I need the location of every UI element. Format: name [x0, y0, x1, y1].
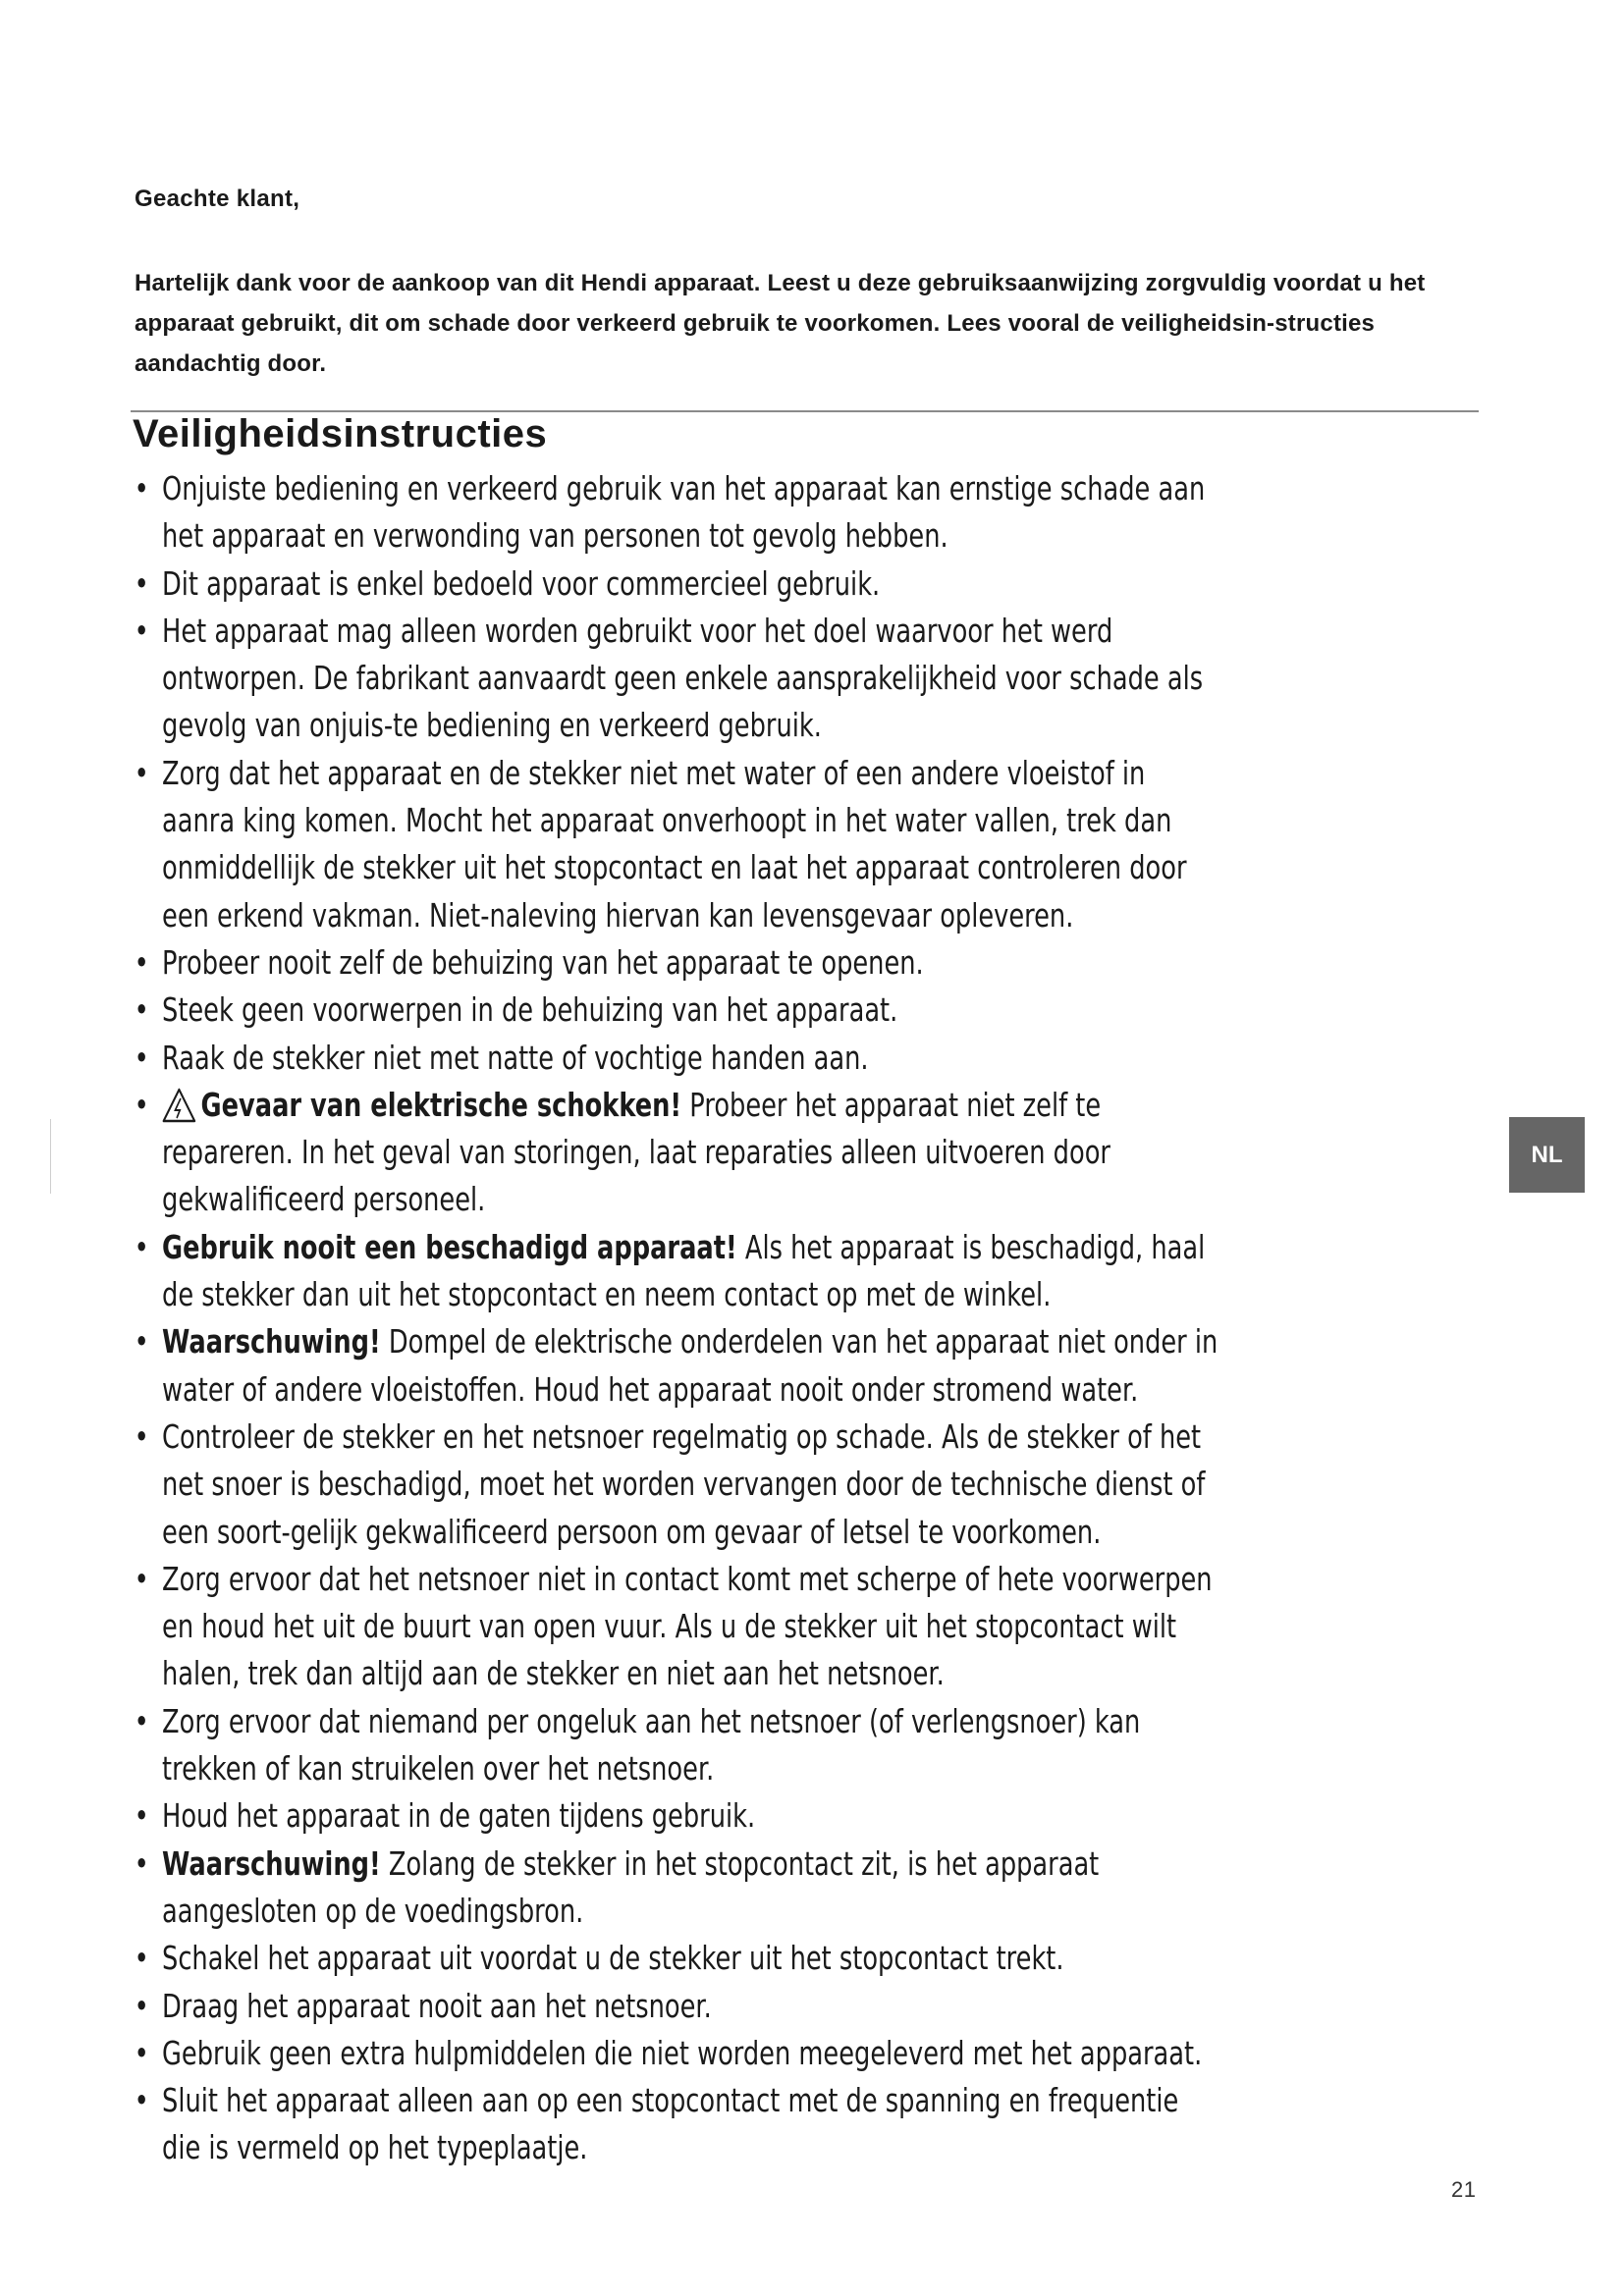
- instruction-item: [133, 1414, 1218, 1556]
- instruction-text: Dit apparaat is enkel bedoeld voor commercieel gebruik.: [162, 564, 881, 603]
- bullet: •: [134, 1797, 149, 1836]
- instruction-text: Sluit het apparaat alleen aan op een stopcontact met de spanning en frequentie die is vermeld op het typeplaatje.: [162, 2082, 1179, 2167]
- instruction-item: [133, 939, 1218, 987]
- section-heading: Veiligheidsinstructies: [133, 412, 548, 455]
- bullet: •: [134, 1702, 149, 1740]
- instruction-item: [133, 608, 1218, 750]
- instruction-lead: Waarschuwing!: [162, 1323, 381, 1362]
- instruction-item: [133, 987, 1218, 1034]
- instruction-item: [133, 561, 1218, 608]
- instruction-text: Raak de stekker niet met natte of vochtige handen aan.: [162, 1039, 869, 1077]
- instruction-item: [133, 1841, 1218, 1936]
- bullet: •: [134, 564, 149, 603]
- instruction-lead: Gevaar van elektrische schokken!: [200, 1086, 682, 1124]
- instruction-item: [133, 1224, 1218, 1319]
- instruction-item: [133, 1698, 1218, 1793]
- bullet: •: [134, 1560, 149, 1598]
- bullet: •: [134, 754, 149, 792]
- instruction-text: Houd het apparaat in de gaten tijdens gebruik.: [162, 1797, 756, 1836]
- instruction-text: Draag het apparaat nooit aan het netsnoer.: [162, 1987, 712, 2025]
- instruction-text: Controleer de stekker en het netsnoer regelmatig op schade. Als de stekker of het net snoer is beschadigd, moet het worden vervangen door de technische dienst of een soort-gelijk gekwalificeerd persoon om gevaar of letsel te voorkomen.: [162, 1417, 1206, 1551]
- bullet: •: [134, 470, 149, 507]
- bullet: •: [134, 2034, 149, 2072]
- bullet: •: [134, 2082, 149, 2120]
- instruction-text: Zorg ervoor dat niemand per ongeluk aan het netsnoer (of verlengsnoer) kan trekken of kan struikelen over het netsnoer.: [162, 1702, 1141, 1789]
- instruction-item: [133, 1935, 1218, 1982]
- bullet: •: [134, 612, 149, 650]
- electric-shock-warning-icon: [162, 1088, 196, 1123]
- language-tab: NL: [1509, 1117, 1585, 1193]
- margin-tick: [50, 1119, 51, 1194]
- safety-instructions-list: [133, 465, 1218, 2172]
- bullet: •: [134, 1228, 149, 1266]
- instruction-lead: Gebruik nooit een beschadigd apparaat!: [162, 1228, 737, 1266]
- instruction-text: Het apparaat mag alleen worden gebruikt voor het doel waarvoor het werd ontworpen. De fabrikant aanvaardt geen enkele aansprakelijkheid voor schade als gevolg van onjuis-te bediening en verkeerd gebruik.: [162, 612, 1204, 745]
- salutation: Geachte klant,: [135, 186, 300, 212]
- bullet: •: [134, 1323, 149, 1362]
- instruction-item: [133, 1082, 1218, 1224]
- intro-paragraph: Hartelijk dank voor de aankoop van dit Hendi apparaat. Leest u deze gebruiksaanwijzing zorgvuldig voordat u het apparaat gebruikt, dit om schade door verkeerd gebruik te voorkomen. Lees vooral de veiligheidsin-structies aandachtig door.: [135, 270, 1426, 377]
- instruction-text: Gebruik geen extra hulpmiddelen die niet worden meegeleverd met het apparaat.: [162, 2034, 1203, 2072]
- instruction-text: Zorg dat het apparaat en de stekker niet met water of een andere vloeistof in aanra king komen. Mocht het apparaat onverhoopt in het water vallen, trek dan onmiddellijk de stekker uit het stopcontact en laat het apparaat controleren door een erkend vakman. Niet-naleving hiervan kan levensgevaar opleveren.: [162, 754, 1187, 934]
- page-number: 21: [1451, 2177, 1477, 2202]
- bullet: •: [134, 991, 149, 1030]
- instruction-text: Probeer nooit zelf de behuizing van het apparaat te openen.: [162, 943, 924, 982]
- instruction-text: Onjuiste bediening en verkeerd gebruik van het apparaat kan ernstige schade aan het apparaat en verwonding van personen tot gevolg hebben.: [162, 470, 1206, 556]
- bullet: •: [134, 1987, 149, 2025]
- bullet: •: [134, 1844, 149, 1883]
- instruction-item: [133, 465, 1218, 561]
- instruction-item: [133, 1318, 1218, 1414]
- instruction-text: Schakel het apparaat uit voordat u de stekker uit het stopcontact trekt.: [162, 1940, 1064, 1978]
- instruction-item: [133, 1556, 1218, 1698]
- bullet: •: [134, 1940, 149, 1978]
- bullet: •: [134, 1086, 149, 1124]
- instruction-text: Zorg ervoor dat het netsnoer niet in contact komt met scherpe of hete voorwerpen en houd het uit de buurt van open vuur. Als u de stekker uit het stopcontact wilt halen, trek dan altijd aan de stekker en niet aan het netsnoer.: [162, 1560, 1213, 1693]
- instruction-text: Als het apparaat is beschadigd, haal de stekker dan uit het stopcontact en neem contact op met de winkel.: [162, 1228, 1206, 1314]
- instruction-text: Steek geen voorwerpen in de behuizing van het apparaat.: [162, 991, 898, 1030]
- bullet: •: [134, 943, 149, 982]
- instruction-text: Dompel de elektrische onderdelen van het apparaat niet onder in water of andere vloeistoffen. Houd het apparaat nooit onder stromend water.: [162, 1323, 1218, 1409]
- instruction-lead: Waarschuwing!: [162, 1844, 381, 1883]
- instruction-item: [133, 750, 1218, 939]
- instruction-item: [133, 2077, 1218, 2172]
- instruction-item: [133, 2030, 1218, 2077]
- instruction-item: [133, 1983, 1218, 2030]
- bullet: •: [134, 1039, 149, 1077]
- instruction-text: Zolang de stekker in het stopcontact zit, is het apparaat aangesloten op de voedingsbron.: [162, 1844, 1100, 1930]
- instruction-text: Probeer het apparaat niet zelf te repareren. In het geval van storingen, laat reparaties alleen uitvoeren door gekwalificeerd personeel.: [162, 1086, 1110, 1219]
- instruction-item: [133, 1035, 1218, 1082]
- instruction-item: [133, 1792, 1218, 1840]
- bullet: •: [134, 1417, 149, 1456]
